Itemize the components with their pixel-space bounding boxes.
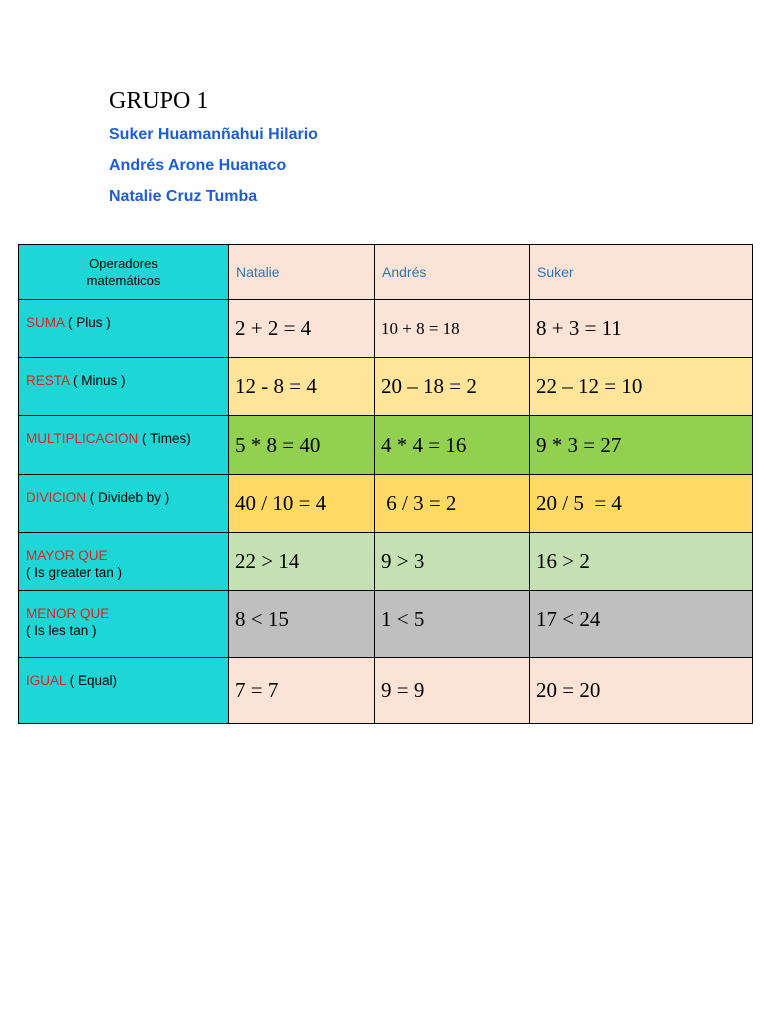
operator-english: ( Equal) <box>66 673 118 688</box>
value-cell: 12 - 8 = 4 <box>229 358 375 416</box>
value-cell: 20 – 18 = 2 <box>375 358 530 416</box>
table-row <box>19 658 753 724</box>
member-name: Andrés Arone Huanaco <box>109 157 287 174</box>
operator-english: ( Divideb by ) <box>86 490 170 505</box>
table-row <box>19 591 753 658</box>
value-cell: 6 / 3 = 2 <box>375 475 530 533</box>
operator-cell <box>19 300 229 358</box>
value-cell: 1 < 5 <box>375 591 530 658</box>
value-cell: 2 + 2 = 4 <box>229 300 375 358</box>
table-row <box>19 475 753 533</box>
operator-name: IGUAL <box>26 673 67 688</box>
value-cell: 20 = 20 <box>530 658 753 724</box>
operator-name: MULTIPLICACION <box>26 431 139 446</box>
operators-table <box>18 244 753 724</box>
value-cell: 5 * 8 = 40 <box>229 416 375 475</box>
value-cell: 22 – 12 = 10 <box>530 358 753 416</box>
header-operators-line1: Operadores <box>89 256 158 271</box>
operator-english: ( Plus ) <box>64 315 111 330</box>
header-student-suker: Suker <box>530 245 753 300</box>
operator-name: MAYOR QUE <box>26 548 108 563</box>
value-cell: 9 * 3 = 27 <box>530 416 753 475</box>
header-student-natalie: Natalie <box>229 245 375 300</box>
value-cell: 17 < 24 <box>530 591 753 658</box>
header-student-andres: Andrés <box>375 245 530 300</box>
operator-cell <box>19 475 229 533</box>
value-cell: 7 = 7 <box>229 658 375 724</box>
header-operators-line2: matemáticos <box>86 273 161 288</box>
operator-cell <box>19 533 229 591</box>
operator-english: ( Is les tan ) <box>26 623 97 638</box>
operator-name: MENOR QUE <box>26 606 110 621</box>
table-row <box>19 300 753 358</box>
operator-name: DIVICION <box>26 490 87 505</box>
value-cell: 4 * 4 = 16 <box>375 416 530 475</box>
table-row <box>19 533 753 591</box>
operator-cell <box>19 416 229 475</box>
value-cell: 8 + 3 = 11 <box>530 300 753 358</box>
operator-english: ( Is greater tan ) <box>26 565 123 580</box>
operator-cell <box>19 358 229 416</box>
operator-cell <box>19 591 229 658</box>
member-name: Suker Huamanñahui Hilario <box>109 126 318 143</box>
page-title: GRUPO 1 <box>109 88 209 114</box>
value-cell: 8 < 15 <box>229 591 375 658</box>
value-cell: 22 > 14 <box>229 533 375 591</box>
value-cell: 40 / 10 = 4 <box>229 475 375 533</box>
value-cell: 20 / 5 = 4 <box>530 475 753 533</box>
table-row <box>19 358 753 416</box>
operator-cell <box>19 658 229 724</box>
value-cell: 10 + 8 = 18 <box>375 300 530 358</box>
value-cell: 16 > 2 <box>530 533 753 591</box>
header-operators <box>19 245 229 300</box>
table-row <box>19 416 753 475</box>
operator-english: ( Minus ) <box>69 373 126 388</box>
member-name: Natalie Cruz Tumba <box>109 188 258 205</box>
operator-english: ( Times) <box>138 431 191 446</box>
operator-name: SUMA <box>26 315 65 330</box>
table-header-row <box>19 245 753 300</box>
operator-name: RESTA <box>26 373 70 388</box>
value-cell: 9 = 9 <box>375 658 530 724</box>
value-cell: 9 > 3 <box>375 533 530 591</box>
